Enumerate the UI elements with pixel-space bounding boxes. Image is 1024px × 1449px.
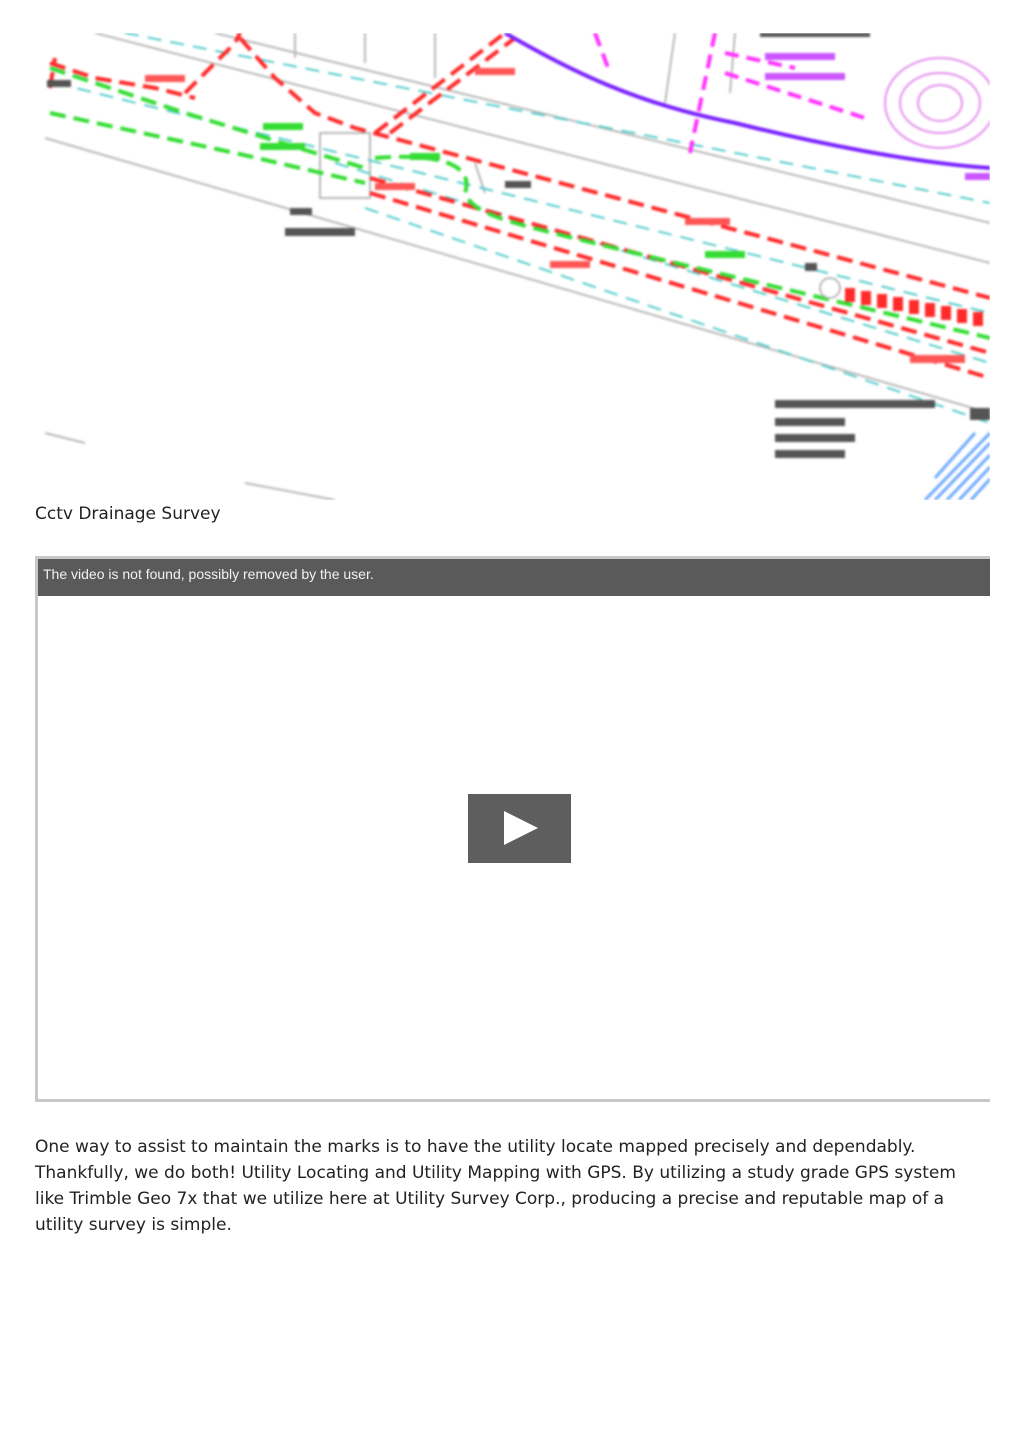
play-button[interactable] <box>468 794 571 863</box>
video-error-message: The video is not found, possibly removed by the user. <box>38 559 990 596</box>
utility-map-image <box>35 33 990 500</box>
play-icon <box>504 811 538 845</box>
video-player[interactable] <box>35 556 990 1102</box>
body-paragraph: One way to assist to maintain the marks is to have the utility locate mapped precisely and dependably. Thankfully, we do both! Utility Locating and Utility Mapping with GPS. By utilizing a study grade GPS system like Trimble Geo 7x that we utilize here at Utility Survey Corp., producing a precise and reputable map of a utility survey is simple. <box>35 1137 956 1235</box>
figure-caption: Cctv Drainage Survey <box>35 504 221 524</box>
